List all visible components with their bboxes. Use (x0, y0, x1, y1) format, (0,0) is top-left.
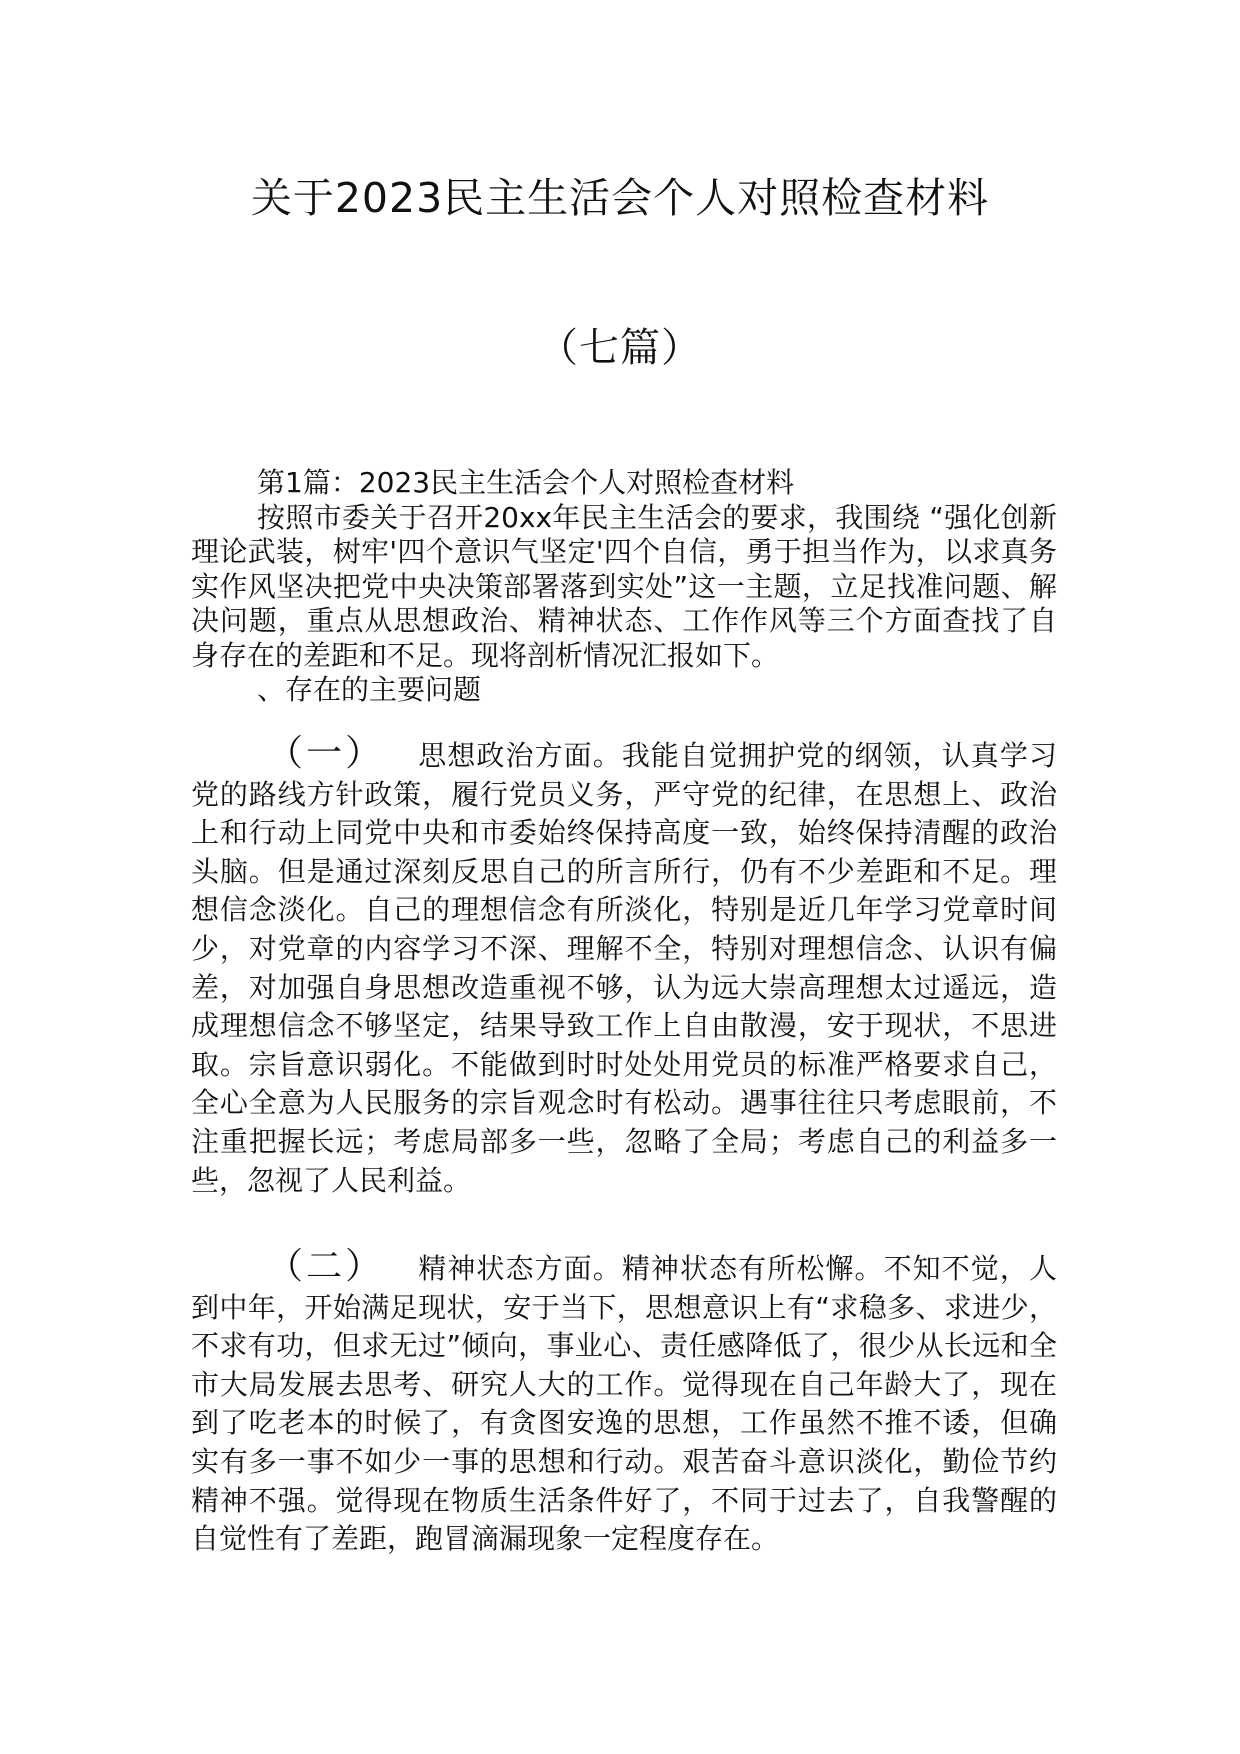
document-subtitle: （七篇） (538, 325, 702, 371)
intro-paragraph: 按照市委关于召开20xx年民主生活会的要求，我围绕 “强化创新理论武装，树牢'四个意识气坚定'四个自信，勇于担当作为，以求真务实作风坚决把党中央决策部署落到实处”这一主题，立足找准问题、解决问题，重点从思想政治、精神状态、工作作风等三个方面查找了自身存在的差距和不足。现将剖析情况汇报如下。 (191, 500, 1057, 672)
point-two-block (191, 1248, 1057, 1559)
point-one-text: 思想政治方面。我能自觉拥护党的纲领，认真学习党的路线方针政策，履行党员义务，严守党的纪律，在思想上、政治上和行动上同党中央和市委始终保持高度一致，始终保持清醒的政治头脑。但是通过深刻反思自己的所言所行，仍有不少差距和不足。理想信念淡化。自己的理想信念有所淡化，特别是近几年学习党章时间少，对党章的内容学习不深、理解不全，特别对理想信念、认识有偏差，对加强自身思想改造重视不够，认为远大崇高理想太过遥远，造成理想信念不够坚定，结果导致工作上自由散漫，安于现状，不思进取。宗旨意识弱化。不能做到时时处处用党员的标准严格要求自己，全心全意为人民服务的宗旨观念时有松动。遇事往往只考虑眼前，不注重把握长远；考虑局部多一些，忽略了全局；考虑自己的利益多一些，忽视了人民利益。 (191, 739, 1057, 1197)
point-two-paragraph (191, 1248, 1057, 1559)
point-one-block (191, 735, 1057, 1200)
section-heading: 、存在的主要问题 (257, 673, 482, 706)
point-two-label: （二） (267, 1246, 385, 1287)
point-one-paragraph (191, 735, 1057, 1200)
point-two-text: 精神状态方面。精神状态有所松懈。不知不觉，人到中年，开始满足现状，安于当下，思想意识上有“求稳多、求进少，不求有功，但求无过”倾向，事业心、责任感降低了，很少从长远和全市大局发展去思考、研究人大的工作。觉得现在自己年龄大了，现在到了吃老本的时候了，有贪图安逸的思想，工作虽然不推不诿，但确实有多一事不如少一事的思想和行动。艰苦奋斗意识淡化，勤俭节约精神不强。觉得现在物质生活条件好了，不同于过去了，自我警醒的自觉性有了差距，跑冒滴漏现象一定程度存在。 (191, 1252, 1057, 1556)
document-title: 关于2023民主生活会个人对照检查材料 (250, 174, 990, 222)
point-one-label: （一） (267, 733, 385, 774)
intro-block (191, 466, 1057, 708)
article-heading: 第1篇：2023民主生活会个人对照检查材料 (257, 466, 795, 499)
